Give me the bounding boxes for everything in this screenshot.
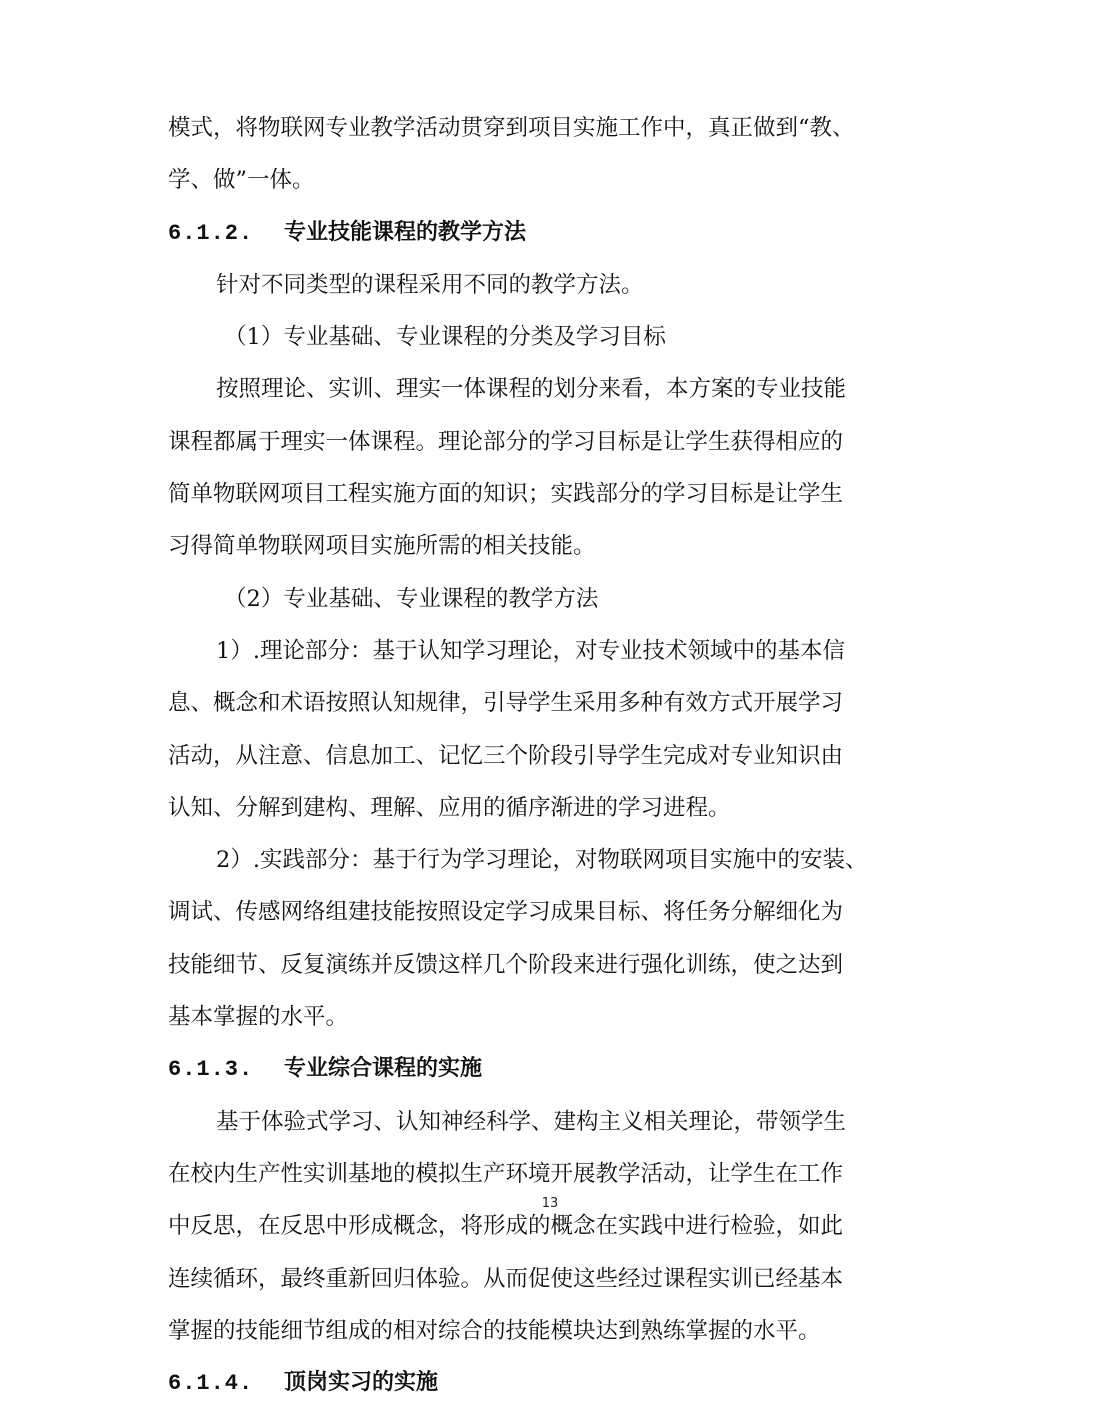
text-line: 针对不同类型的课程采用不同的教学方法。: [216, 271, 644, 298]
text-line: 2）.实践部分：基于行为学习理论，对物联网项目实施中的安装、: [216, 847, 868, 874]
section-heading: [168, 1043, 938, 1095]
document-body: [168, 102, 938, 1409]
section-title: 顶岗实习的实施: [284, 1370, 439, 1396]
section-number: 6.1.2.: [168, 220, 254, 246]
text-line: 在校内生产性实训基地的模拟生产环境开展教学活动，让学生在工作: [168, 1160, 844, 1187]
text-line: 活动，从注意、信息加工、记忆三个阶段引导学生完成对专业知识由: [168, 742, 844, 769]
section-number: 6.1.4.: [168, 1371, 254, 1397]
text-line: （2）专业基础、专业课程的教学方法: [224, 585, 599, 612]
section-heading: [168, 1357, 938, 1409]
text-line: 按照理论、实训、理实一体课程的划分来看，本方案的专业技能: [216, 376, 847, 403]
text-line: 基本掌握的水平。: [168, 1004, 349, 1031]
text-line: 简单物联网项目工程实施方面的知识；实践部分的学习目标是让学生: [168, 481, 844, 508]
text-line: 习得简单物联网项目实施所需的相关技能。: [168, 533, 596, 560]
text-line: 技能细节、反复演练并反馈这样几个阶段来进行强化训练，使之达到: [168, 951, 844, 978]
section-title: 专业综合课程的实施: [284, 1056, 483, 1082]
text-line: 掌握的技能细节组成的相对综合的技能模块达到熟练掌握的水平。: [168, 1317, 821, 1344]
text-line: 调试、传感网络组建技能按照设定学习成果目标、将任务分解细化为: [168, 899, 844, 926]
section-heading: [168, 207, 938, 259]
section-number: 6.1.3.: [168, 1057, 254, 1083]
text-line: 认知、分解到建构、理解、应用的循序渐进的学习进程。: [168, 794, 731, 821]
text-line: 课程都属于理实一体课程。理论部分的学习目标是让学生获得相应的: [168, 428, 844, 455]
text-line: 息、概念和术语按照认知规律，引导学生采用多种有效方式开展学习: [168, 690, 844, 717]
text-line: 基于体验式学习、认知神经科学、建构主义相关理论，带领学生: [216, 1108, 847, 1135]
text-line: 中反思，在反思中形成概念，将形成的概念在实践中进行检验，如此: [168, 1213, 844, 1240]
text-line: 连续循环，最终重新回归体验。从而促使这些经过课程实训已经基本: [168, 1265, 844, 1292]
section-title: 专业技能课程的教学方法: [284, 219, 527, 245]
page-number: 13: [541, 1196, 559, 1211]
text-line: 1）.理论部分：基于认知学习理论，对专业技术领域中的基本信: [216, 637, 845, 664]
text-line: （1）专业基础、专业课程的分类及学习目标: [224, 324, 666, 351]
text-line: 学、做”一体。: [168, 167, 315, 194]
text-line: 模式，将物联网专业教学活动贯穿到项目实施工作中，真正做到“教、: [168, 115, 855, 141]
